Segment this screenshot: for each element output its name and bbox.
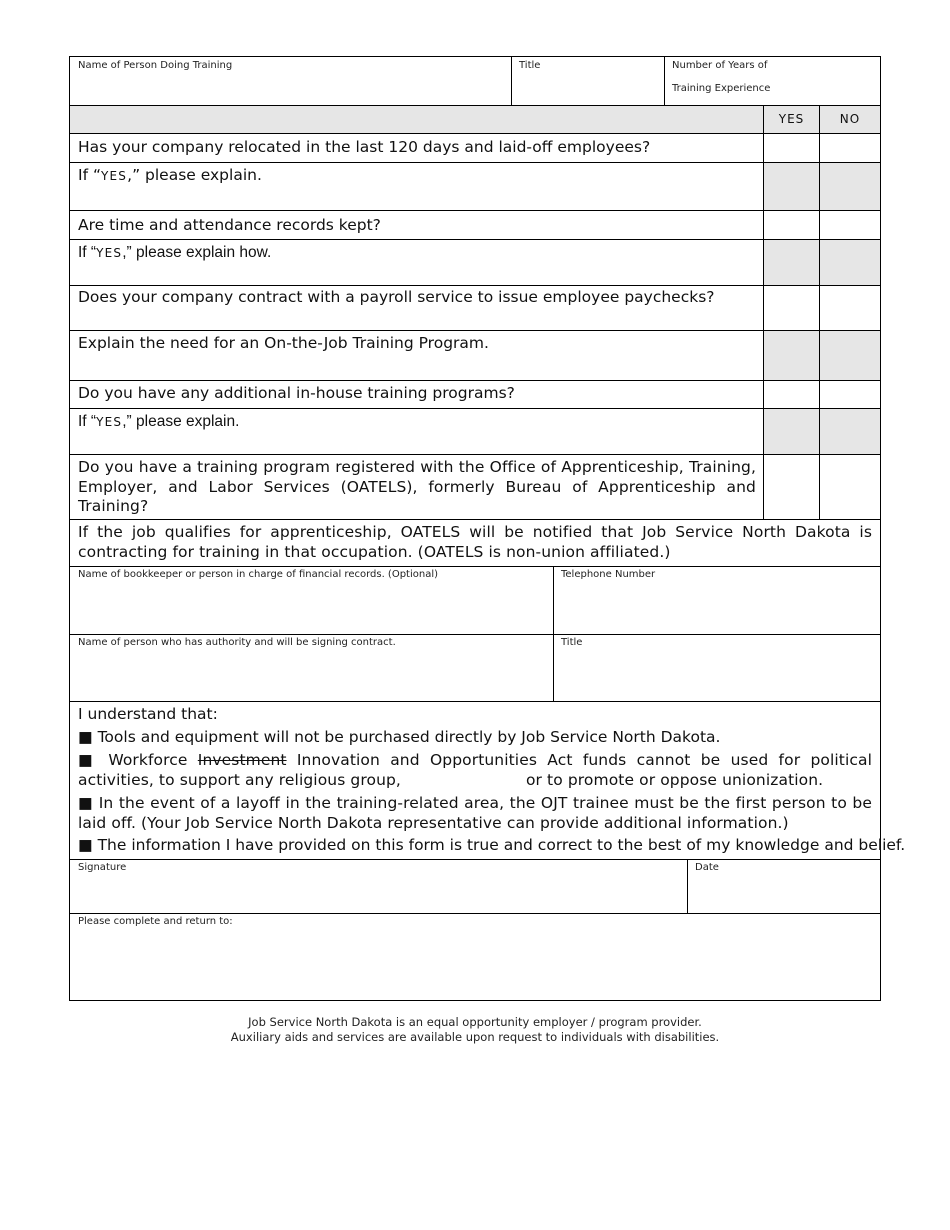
rule	[70, 454, 880, 455]
rule	[70, 566, 880, 567]
rule	[819, 106, 820, 520]
no-column-header: NO	[839, 112, 861, 126]
ojt-form	[69, 56, 906, 1001]
trainer-name-label: Name of Person Doing Training	[78, 60, 233, 71]
return-address-field[interactable]	[72, 931, 878, 997]
question-relocated-explain	[78, 166, 758, 186]
quote-open: If “	[78, 244, 97, 261]
rule	[763, 106, 764, 520]
yes-word: YES	[101, 169, 128, 183]
question-inhouse-explain	[78, 412, 758, 432]
explain-suffix: ,” please explain.	[122, 413, 240, 430]
question-payroll: Does your company contract with a payroll service to issue employee paychecks?	[78, 288, 715, 306]
bullet-icon: ■	[78, 836, 93, 854]
question-relocated: Has your company relocated in the last 120 days and laid-off employees?	[78, 138, 651, 156]
rule	[664, 57, 665, 106]
item-text: Innovation and Opportunities Act funds cannot be used for political activities, to support any religious group,	[78, 751, 873, 789]
rule	[70, 380, 880, 381]
trainer-name-field[interactable]	[72, 75, 508, 103]
question-inhouse-training: Do you have any additional in-house training programs?	[78, 384, 515, 402]
rule	[70, 210, 880, 211]
q3-no-box[interactable]	[821, 287, 879, 329]
signer-title-field[interactable]	[556, 653, 878, 699]
apprenticeship-note: If the job qualifies for apprenticeship, OATELS will be notified that Job Service North Dakota is contracting for training in that occupation. (OATELS is non-union affiliated.)	[78, 523, 872, 561]
bullet-icon: ■	[78, 794, 94, 812]
date-label: Date	[695, 862, 719, 873]
understand-item-certify	[78, 836, 906, 855]
quote-open: If “	[78, 413, 97, 430]
item-text: Tools and equipment will not be purchased directly by Job Service North Dakota.	[97, 728, 721, 746]
date-field[interactable]	[690, 877, 878, 911]
q6-yes-box[interactable]	[765, 456, 818, 518]
yes-word: YES	[96, 246, 123, 260]
rule	[70, 239, 880, 240]
q5-no-box[interactable]	[821, 382, 879, 407]
rule	[70, 162, 880, 163]
rule	[70, 105, 880, 106]
rule	[687, 860, 688, 914]
item-text: In the event of a layoff in the training-related area, the OJT trainee must be the first person to be laid off. (Your Job Service North Dakota representative can provide additional information.)	[78, 794, 872, 832]
header-shade	[70, 106, 880, 133]
q1-no-box[interactable]	[821, 135, 879, 161]
item-text: The information I have provided on this form is true and correct to the best of my knowledge and belief.	[97, 836, 906, 854]
q5-yes-box[interactable]	[765, 382, 818, 407]
rule	[553, 567, 554, 702]
footer	[0, 1015, 950, 1044]
question-ojt-need: Explain the need for an On-the-Job Training Program.	[78, 334, 489, 352]
shade-q5-explain	[764, 409, 880, 454]
yes-word: YES	[96, 415, 123, 429]
bookkeeper-field[interactable]	[72, 585, 550, 632]
signer-label: Name of person who has authority and will be signing contract.	[78, 637, 396, 648]
signature-label: Signature	[78, 862, 127, 873]
rule	[511, 57, 512, 106]
yes-column-header: YES	[778, 112, 805, 126]
rule	[70, 285, 880, 286]
q2-yes-box[interactable]	[765, 241, 818, 267]
years-label-line1: Number of Years of	[672, 60, 768, 71]
telephone-label: Telephone Number	[561, 569, 656, 580]
understand-item-tools	[78, 728, 872, 747]
footer-eeo-line: Job Service North Dakota is an equal opportunity employer / program provider.	[248, 1015, 702, 1029]
item-text: Workforce	[108, 751, 198, 769]
rule	[70, 634, 880, 635]
explain-suffix: ,” please explain.	[127, 166, 262, 184]
signer-field[interactable]	[72, 653, 550, 699]
bullet-icon: ■	[78, 728, 93, 746]
understand-intro: I understand that:	[78, 705, 218, 723]
struck-word: Investment	[197, 751, 287, 769]
q6-no-box[interactable]	[821, 456, 879, 518]
rule	[70, 519, 880, 520]
rule	[70, 133, 880, 134]
rule	[70, 701, 880, 702]
signer-title-label: Title	[561, 637, 583, 648]
question-oatels: Do you have a training program registered with the Office of Apprenticeship, Training, Employer, and Labor Services (OATELS), formerly Bureau of Apprenticeship and Training?	[78, 458, 756, 515]
quote-open: If “	[78, 166, 101, 184]
shade-q4	[764, 331, 880, 380]
rule	[70, 408, 880, 409]
explain-suffix: ,” please explain how.	[122, 244, 272, 261]
footer-accessibility-line: Auxiliary aids and services are available upon request to individuals with disabilities.	[230, 1029, 720, 1044]
telephone-field[interactable]	[556, 585, 878, 632]
understand-item-funds	[78, 751, 872, 790]
trainer-title-label: Title	[519, 60, 541, 71]
question-attendance-explain	[78, 243, 758, 263]
understand-item-layoff	[78, 794, 872, 833]
bookkeeper-label: Name of bookkeeper or person in charge of financial records. (Optional)	[78, 569, 439, 580]
bullet-icon: ■	[78, 751, 99, 769]
item-text: or to promote or oppose unionization.	[525, 770, 824, 789]
q3-yes-box[interactable]	[765, 287, 818, 329]
years-label-line2: Training Experience	[672, 83, 771, 94]
question-attendance: Are time and attendance records kept?	[78, 216, 381, 234]
return-to-label: Please complete and return to:	[78, 916, 233, 927]
rule	[70, 330, 880, 331]
trainer-title-field[interactable]	[514, 75, 662, 103]
q1-yes-box[interactable]	[765, 135, 818, 161]
rule	[70, 859, 880, 860]
signature-field[interactable]	[72, 877, 684, 911]
rule	[70, 913, 880, 914]
shade-q1-explain	[764, 163, 880, 210]
